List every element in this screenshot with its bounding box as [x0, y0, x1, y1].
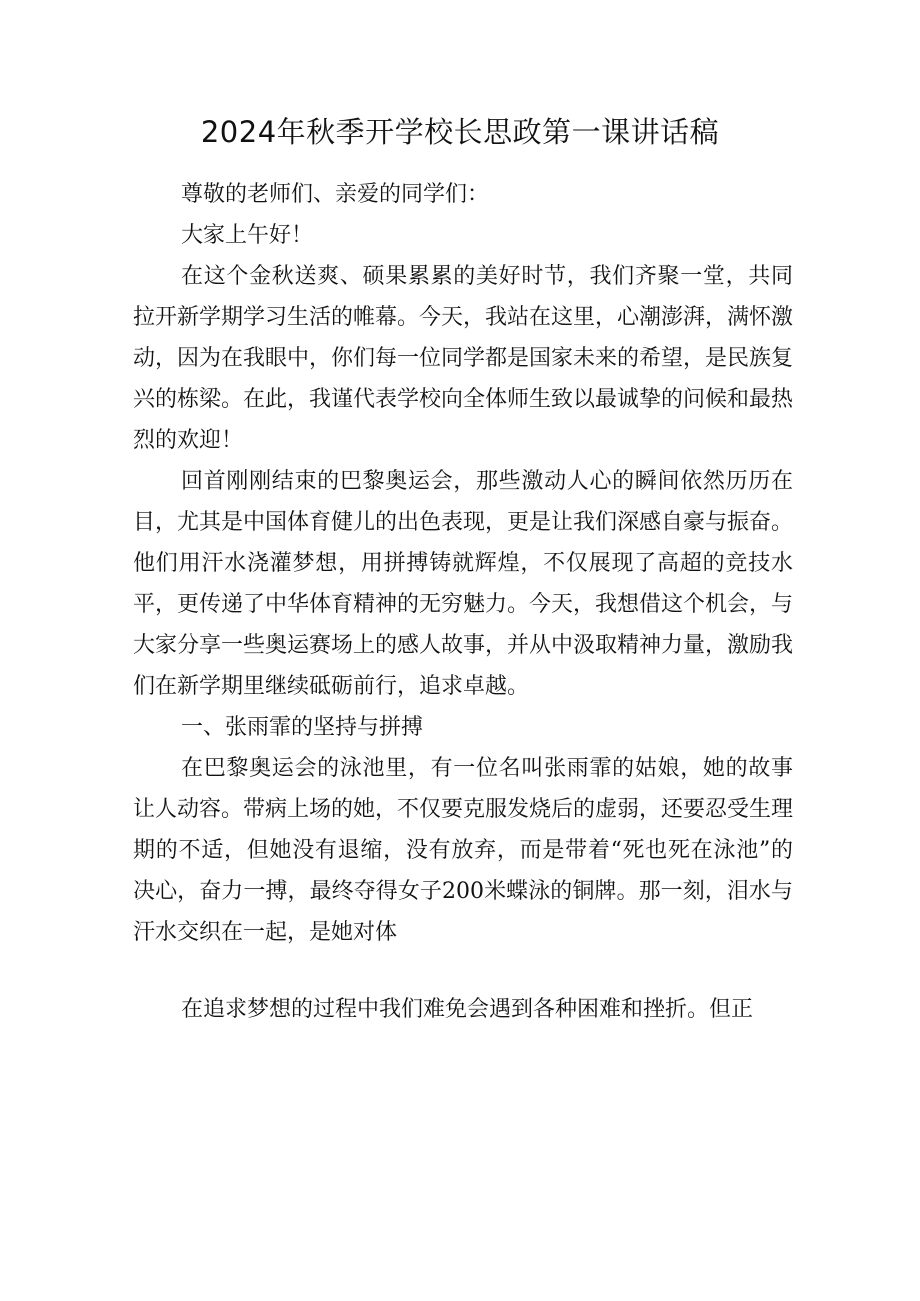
paragraph-olympics: 回首刚刚结束的巴黎奥运会，那些激动人心的瞬间依然历历在目，尤其是中国体育健儿的出色表现，更是让我们深感自豪与振奋。他们用汗水浇灌梦想，用拼搏铸就辉煌，不仅展现了高超的竞技水平，更传递了中华体育精神的无穷魅力。今天，我想借这个机会，与大家分享一些奥运赛场上的感人故事，并从中汲取精神力量，激励我们在新学期里继续砥砺前行，追求卓越。 — [133, 469, 794, 699]
salutation: 尊敬的老师们、亲爱的同学们： — [181, 182, 490, 207]
spacer — [133, 152, 793, 174]
paragraph-zhang-yufei: 在巴黎奥运会的泳池里，有一位名叫张雨霏的姑娘，她的故事让人动容。带病上场的她，不仅要克服发烧后的虚弱，还要忍受生理期的不适，但她没有退缩，没有放弃，而是带着“死也死在泳池”的决心，奋力一搏，最终夺得女子200米蝶泳的铜牌。那一刻，泪水与汗水交织在一起，是她对体 — [133, 756, 794, 945]
document-title: 2024年秋季开学校长思政第一课讲话稿 — [200, 115, 720, 149]
greeting: 大家上午好！ — [181, 223, 314, 248]
spacer — [133, 953, 793, 989]
section-heading: 一、张雨霏的坚持与拼搏 — [181, 715, 424, 740]
paragraph-opening: 在这个金秋送爽、硕果累累的美好时节，我们齐聚一堂，共同拉开新学期学习生活的帷幕。今天，我站在这里，心潮澎湃，满怀激动，因为在我眼中，你们每一位同学都是国家未来的希望，是民族复兴的栋梁。在此，我谨代表学校向全体师生致以最诚挚的问候和最热烈的欢迎！ — [133, 264, 794, 453]
paragraph-closing: 在追求梦想的过程中我们难免会遇到各种困难和挫折。但正 — [181, 997, 754, 1022]
document-body — [133, 152, 793, 1030]
